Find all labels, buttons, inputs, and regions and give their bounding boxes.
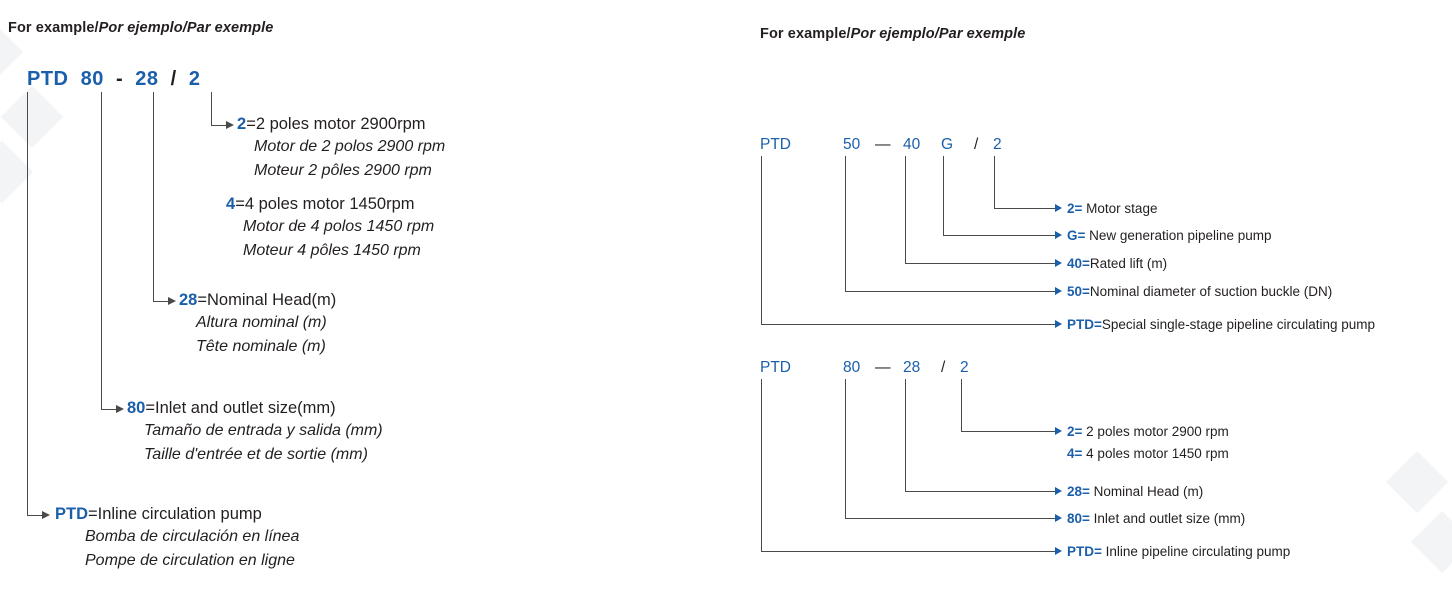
legend-entry-sub-fr: Tête nominale (m) — [196, 337, 326, 355]
legend-entry-text — [226, 194, 434, 215]
legend-entry-desc: Motor stage — [1086, 201, 1158, 216]
legend-entry-text — [237, 114, 445, 135]
legend-entry-desc: Nominal Head (m) — [1093, 484, 1204, 499]
legend-entry-sub-fr: Moteur 4 pôles 1450 rpm — [243, 241, 421, 259]
legend-entry-poles-2 — [237, 114, 445, 182]
legend-entry-key: 50= — [1067, 284, 1090, 299]
legend-entry-sub-es: Motor de 4 polos 1450 rpm — [243, 218, 435, 236]
code-head: 28 — [135, 68, 159, 90]
right-bottom-legend-entry — [1067, 446, 1229, 461]
right-bottom-legend-entry — [1067, 424, 1229, 439]
right-top-legend-entry — [1067, 228, 1272, 243]
right-top-leader-dn-vertical — [845, 156, 846, 292]
legend-entry-key: PTD= — [1067, 317, 1102, 332]
legend-entry-desc: Nominal diameter of suction buckle (DN) — [1089, 284, 1333, 299]
leader-line-poles-horizontal — [211, 125, 227, 126]
right-top-model-code-diagram — [745, 0, 1452, 340]
right-example-title-en: For example/ — [760, 26, 851, 42]
legend-entry-desc: Rated lift (m) — [1089, 256, 1168, 271]
right-bottom-leader-prefix-horizontal — [761, 551, 1056, 552]
right-top-leader-prefix-vertical — [761, 156, 762, 325]
leader-line-poles-vertical — [211, 92, 212, 126]
right-top-leader-dn-horizontal — [845, 291, 1056, 292]
left-model-code-diagram — [0, 0, 700, 594]
left-example-title-translated: Por ejemplo/Par exemple — [98, 20, 274, 36]
legend-entry-key: G= — [1067, 228, 1086, 243]
legend-entry-desc: New generation pipeline pump — [1089, 228, 1272, 243]
legend-entry-key: 4 — [226, 195, 236, 213]
right-bottom-model-code-diagram — [745, 345, 1452, 594]
right-top-legend-entry — [1067, 201, 1157, 216]
legend-entry-sub-fr: Taille d'entrée et de sortie (mm) — [144, 445, 368, 463]
legend-entry-sub-es: Tamaño de entrada y salida (mm) — [144, 422, 383, 440]
right-bottom-leader-head-vertical — [905, 379, 906, 492]
leader-line-size-vertical — [101, 92, 102, 410]
legend-entry-text — [179, 290, 336, 311]
legend-entry-text — [127, 398, 383, 419]
right-top-legend-entry — [1067, 256, 1167, 271]
legend-entry-key: 4= — [1067, 446, 1083, 461]
right-top-model-code-dash: — — [875, 136, 891, 153]
right-top-leader-prefix-horizontal — [761, 324, 1056, 325]
right-top-legend-entry — [1067, 317, 1375, 332]
right-bottom-model-code-slash: / — [941, 359, 946, 376]
right-top-leader-stage-vertical — [994, 156, 995, 209]
leader-arrow-head — [168, 297, 176, 305]
legend-entry-desc: =4 poles motor 1450rpm — [235, 195, 415, 213]
legend-entry-text — [55, 504, 299, 525]
legend-entry-key: 28 — [179, 291, 198, 309]
legend-entry-desc: 4 poles motor 1450 rpm — [1086, 446, 1229, 461]
legend-entry-poles-4 — [226, 194, 434, 262]
legend-entry-key: 2= — [1067, 201, 1083, 216]
leader-line-head-horizontal — [153, 301, 169, 302]
right-bottom-model-code-head: 28 — [903, 359, 921, 376]
legend-entry-desc: =Nominal Head(m) — [197, 291, 337, 309]
legend-entry-sub-es: Altura nominal (m) — [196, 314, 327, 332]
code-size: 80 — [80, 68, 104, 90]
code-dash: - — [116, 68, 124, 90]
legend-entry-key: 2 — [237, 115, 247, 133]
right-top-leader-lift-vertical — [905, 156, 906, 264]
right-bottom-legend-entry — [1067, 484, 1203, 499]
right-top-model-code-prefix: PTD — [760, 136, 791, 153]
right-bottom-model-code-prefix: PTD — [760, 359, 791, 376]
right-bottom-legend-entry — [1067, 544, 1290, 559]
legend-entry-prefix-ptd — [55, 504, 299, 572]
right-bottom-leader-poles-horizontal — [961, 431, 1056, 432]
right-top-leader-lift-horizontal — [905, 263, 1056, 264]
legend-entry-desc: Inline pipeline circulating pump — [1105, 544, 1291, 559]
right-bottom-model-code-size: 80 — [843, 359, 861, 376]
legend-entry-desc: =2 poles motor 2900rpm — [246, 115, 426, 133]
leader-arrow-poles — [226, 121, 234, 129]
right-bottom-model-code-poles: 2 — [960, 359, 969, 376]
left-model-code — [27, 68, 200, 91]
right-bottom-arrow-poles — [1055, 427, 1062, 435]
right-bottom-arrow-size — [1055, 514, 1062, 522]
right-bottom-leader-prefix-vertical — [761, 379, 762, 552]
legend-entry-desc: 2 poles motor 2900 rpm — [1086, 424, 1229, 439]
right-top-arrow-prefix — [1055, 320, 1062, 328]
right-top-leader-gen-horizontal — [943, 235, 1056, 236]
right-top-arrow-gen — [1055, 231, 1062, 239]
right-bottom-leader-poles-vertical — [961, 379, 962, 432]
right-top-model-code-dn: 50 — [843, 136, 861, 153]
right-top-leader-stage-horizontal — [994, 208, 1056, 209]
right-example-title-translated: Por ejemplo/Par exemple — [850, 26, 1026, 42]
right-top-leader-gen-vertical — [943, 156, 944, 236]
leader-arrow-size — [116, 405, 124, 413]
legend-entry-desc: =Inline circulation pump — [88, 505, 262, 523]
code-slash: / — [170, 68, 177, 90]
left-example-title-en: For example/ — [8, 20, 99, 36]
legend-entry-sub-fr: Pompe de circulation en ligne — [85, 551, 295, 569]
right-bottom-leader-size-vertical — [845, 379, 846, 519]
legend-entry-key: 40= — [1067, 256, 1090, 271]
legend-entry-key: 80 — [127, 399, 146, 417]
right-bottom-leader-head-horizontal — [905, 491, 1056, 492]
right-bottom-legend-entry — [1067, 511, 1245, 526]
legend-entry-key: PTD= — [1067, 544, 1102, 559]
leader-line-size-horizontal — [101, 409, 117, 410]
right-example-title — [760, 26, 1025, 42]
legend-entry-key: 28= — [1067, 484, 1090, 499]
leader-line-prefix-vertical — [27, 92, 28, 516]
left-example-title — [8, 20, 273, 36]
right-top-model-code-stage: 2 — [993, 136, 1002, 153]
code-poles: 2 — [188, 68, 201, 90]
right-top-arrow-dn — [1055, 287, 1062, 295]
legend-entry-key: 2= — [1067, 424, 1083, 439]
legend-entry-desc: Inlet and outlet size (mm) — [1093, 511, 1246, 526]
leader-line-prefix-horizontal — [27, 515, 43, 516]
legend-entry-sub-es: Bomba de circulación en línea — [85, 528, 300, 546]
legend-entry-sub-fr: Moteur 2 pôles 2900 rpm — [254, 161, 432, 179]
right-top-model-code-slash: / — [974, 136, 979, 153]
right-bottom-arrow-prefix — [1055, 547, 1062, 555]
legend-entry-desc: =Inlet and outlet size(mm) — [145, 399, 336, 417]
code-prefix: PTD — [27, 68, 69, 90]
right-bottom-leader-size-horizontal — [845, 518, 1056, 519]
right-top-arrow-stage — [1055, 204, 1062, 212]
right-top-model-code-lift: 40 — [903, 136, 921, 153]
right-bottom-arrow-head — [1055, 487, 1062, 495]
legend-entry-desc: Special single-stage pipeline circulating pump — [1101, 317, 1376, 332]
legend-entry-size-80 — [127, 398, 383, 466]
leader-line-head-vertical — [153, 92, 154, 302]
right-top-model-code-gen: G — [941, 136, 954, 153]
legend-entry-key: 80= — [1067, 511, 1090, 526]
right-top-arrow-lift — [1055, 259, 1062, 267]
leader-arrow-prefix — [42, 511, 50, 519]
legend-entry-sub-es: Motor de 2 polos 2900 rpm — [254, 138, 446, 156]
right-bottom-model-code-dash: — — [875, 359, 891, 376]
legend-entry-head-28 — [179, 290, 336, 358]
right-top-legend-entry — [1067, 284, 1332, 299]
legend-entry-key: PTD — [55, 505, 88, 523]
